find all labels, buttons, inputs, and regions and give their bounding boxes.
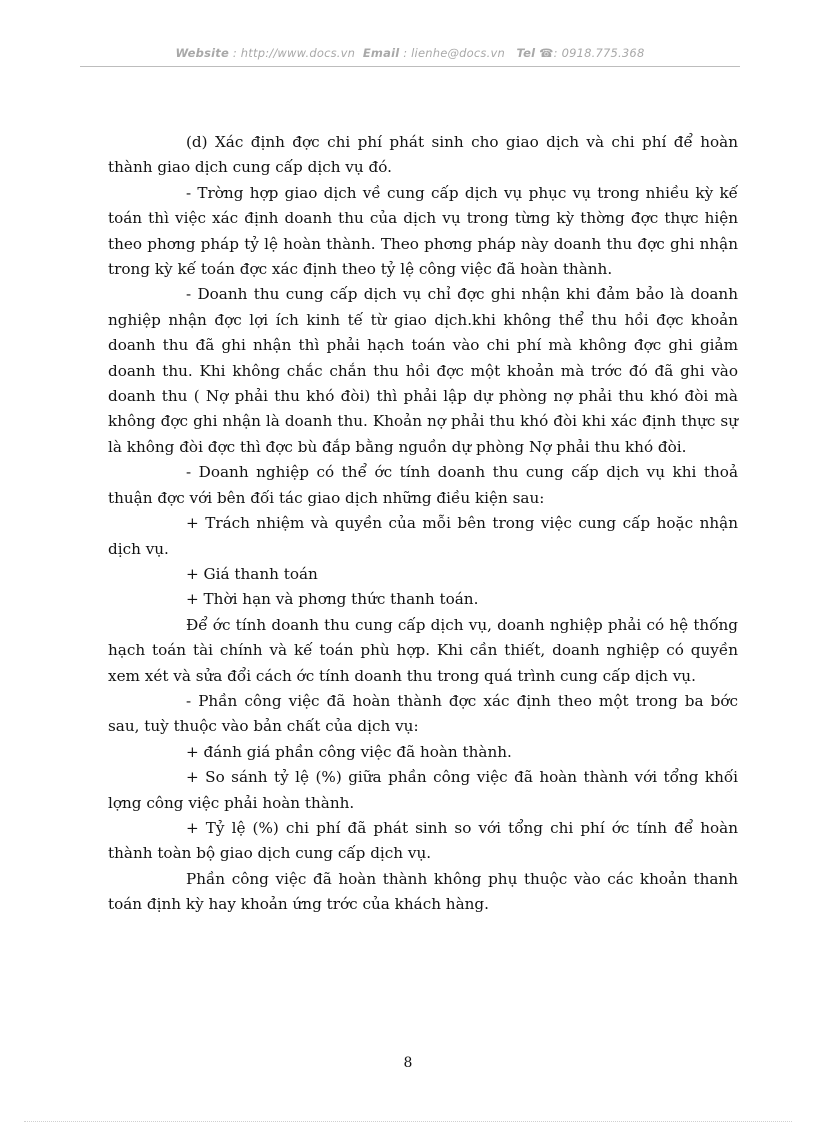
paragraph: + đánh giá phần công việc đã hoàn thành. (186, 742, 512, 761)
website-value: : http://www.docs.vn (232, 46, 356, 60)
email-label: Email (362, 46, 400, 60)
page-number: 8 (403, 1055, 413, 1071)
paragraph: (d) Xác định đợc chi phí phát sinh cho giao dịch và chi phí để hoàn thành giao dịch cung cấp dịch vụ đó. (108, 133, 738, 177)
page-header (80, 46, 740, 60)
paragraph: Để ớc tính doanh thu cung cấp dịch vụ, doanh nghiệp phải có hệ thống hạch toán tài chính và kế toán phù hợp. Khi cần thiết, doanh nghiệp có quyền xem xét và sửa đổi cách ớc tính doanh thu trong quá trình cung cấp dịch vụ. (108, 615, 738, 685)
paragraph: + So sánh tỷ lệ (%) giữa phần công việc đã hoàn thành với tổng khối lợng công việc phải hoàn thành. (108, 768, 738, 812)
email-value: : lienhe@docs.vn (403, 46, 505, 60)
paragraph: + Thời hạn và phơng thức thanh toán. (186, 590, 479, 609)
paragraph: + Giá thanh toán (186, 564, 318, 583)
paragraph: - Doanh nghiệp có thể ớc tính doanh thu cung cấp dịch vụ khi thoả thuận đợc với bên đối tác giao dịch những điều kiện sau: (108, 463, 738, 507)
paragraph: - Phần công việc đã hoàn thành đợc xác định theo một trong ba bớc sau, tuỳ thuộc vào bản chất của dịch vụ: (108, 691, 738, 736)
paragraph: Phần công việc đã hoàn thành không phụ thuộc vào các khoản thanh toán định kỳ hay khoản ứng trớc của khách hàng. (108, 869, 738, 914)
paragraph: - Trờng hợp giao dịch về cung cấp dịch vụ phục vụ trong nhiều kỳ kế toán thì việc xác định doanh thu của dịch vụ trong từng kỳ thờng đợc thực hiện theo phơng pháp tỷ lệ hoàn thành. Theo phơng pháp này doanh thu đợc ghi nhận trong kỳ kế toán đợc xác định theo tỷ lệ công việc đã hoàn thành. (108, 183, 738, 279)
footer-divider (24, 1121, 792, 1122)
paragraph: + Trách nhiệm và quyền của mỗi bên trong việc cung cấp hoặc nhận dịch vụ. (108, 514, 738, 558)
tel-value: : 0918.775.368 (553, 46, 645, 60)
paragraph: + Tỷ lệ (%) chi phí đã phát sinh so với tổng chi phí ớc tính để hoàn thành toàn bộ giao dịch cung cấp dịch vụ. (108, 818, 738, 863)
document-body (108, 130, 738, 918)
phone-icon: ☎ (539, 46, 554, 60)
website-label: Website (175, 46, 229, 60)
paragraph: - Doanh thu cung cấp dịch vụ chỉ đợc ghi nhận khi đảm bảo là doanh nghiệp nhận đợc lợi ích kinh tế từ giao dịch.khi không thể thu hồi đợc khoản doanh thu đã ghi nhận thì phải hạch toán vào chi phí mà không đợc ghi giảm doanh thu. Khi không chắc chắn thu hồi đợc một khoản mà trớc đó đã ghi vào doanh thu ( Nợ phải thu khó đòi) thì phải lập dự phòng nợ phải thu khó đòi mà không đợc ghi nhận là doanh thu. Khoản nợ phải thu khó đòi khi xác định thực sự là không đòi đợc thì đợc bù đắp bằng nguồn dự phòng Nợ phải thu khó đòi. (108, 285, 738, 456)
header-divider (80, 66, 740, 67)
tel-label: Tel (516, 46, 536, 60)
